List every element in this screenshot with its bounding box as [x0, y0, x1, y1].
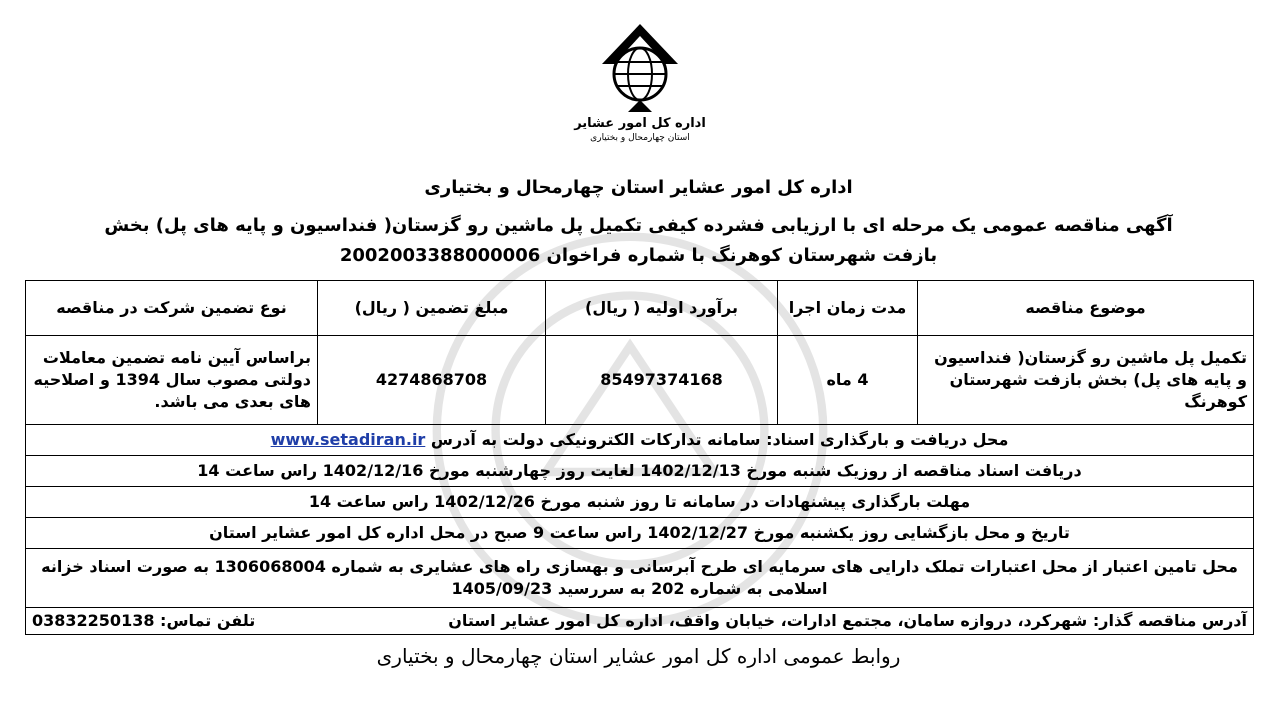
tender-title-line1: آگهی مناقصه عمومی یک مرحله ای با ارزیابی فشرده کیفی تکمیل پل ماشین رو گزستان( فنداسیون و پایه های پل) بخش [104, 215, 1173, 236]
header-subject: موضوع مناقصه [918, 281, 1254, 336]
cell-guarantee-type: براساس آیین نامه تضمین معاملات دولتی مصوب سال 1394 و اصلاحیه های بعدی می باشد. [26, 336, 318, 425]
docs-receive-text: دریافت اسناد مناقصه از روزیک شنبه مورخ 1402/12/13 لغایت روز چهارشنبه مورخ 1402/12/16 راس ساعت 14 [26, 456, 1254, 487]
table-header-row [26, 281, 1254, 336]
header-guarantee-type: نوع تضمین شرکت در مناقصه [26, 281, 318, 336]
info-row-docs-receive [26, 456, 1254, 487]
info-row-address [26, 608, 1254, 635]
address-text: آدرس مناقصه گذار: شهرکرد، دروازه سامان، مجتمع ادارات، خیابان واقف، اداره کل امور عشایر استان [448, 611, 1247, 630]
cell-estimate: 85497374168 [546, 336, 778, 425]
logo-org-name: اداره کل امور عشایر [574, 116, 706, 131]
info-row-docs-location [26, 425, 1254, 456]
logo-org-province: استان چهارمحال و بختیاری [590, 133, 690, 143]
phone-text: تلفن تماس: 03832250138 [32, 611, 256, 630]
info-row-opening [26, 518, 1254, 549]
cell-duration: 4 ماه [778, 336, 918, 425]
bid-deadline-text: مهلت بارگذاری پیشنهادات در سامانه تا روز شنبه مورخ 1402/12/26 راس ساعت 14 [26, 487, 1254, 518]
cell-guarantee-amount: 4274868708 [318, 336, 546, 425]
public-relations-footer: روابط عمومی اداره کل امور عشایر استان چهارمحال و بختیاری [376, 644, 901, 668]
header-estimate: برآورد اولیه ( ریال) [546, 281, 778, 336]
table-row [26, 336, 1254, 425]
funding-text: محل تامین اعتبار از محل اعتبارات تملک دارایی های سرمایه ای طرح آبرسانی و بهسازی راه های عشایری به شماره 1306068004 به صورت اسناد خزانه اسلامی به شماره 202 به سررسید 1405/09/23 [26, 549, 1254, 608]
info-row-bid-deadline [26, 487, 1254, 518]
logo-caption [560, 116, 720, 144]
header-guarantee-amount: مبلغ تضمین ( ریال) [318, 281, 546, 336]
cell-subject: تکمیل پل ماشین رو گزستان( فنداسیون و پایه های پل) بخش بازفت شهرستان کوهرنگ [918, 336, 1254, 425]
tent-globe-icon [600, 22, 680, 114]
page-title: اداره کل امور عشایر استان چهارمحال و بختیاری [424, 177, 853, 198]
docs-location-text: محل دریافت و بارگذاری اسناد: سامانه تدارکات الکترونیکی دولت به آدرس [430, 430, 1009, 449]
tender-table [25, 280, 1254, 635]
info-row-funding [26, 549, 1254, 608]
setadiran-link[interactable]: www.setadiran.ir [270, 430, 426, 449]
tender-title-line2: بازفت شهرستان کوهرنگ با شماره فراخوان 2002003388000006 [339, 245, 938, 266]
opening-text: تاریخ و محل بازگشایی روز یکشنبه مورخ 1402/12/27 راس ساعت 9 صبح در محل اداره کل امور عشایر استان [26, 518, 1254, 549]
header-duration: مدت زمان اجرا [778, 281, 918, 336]
